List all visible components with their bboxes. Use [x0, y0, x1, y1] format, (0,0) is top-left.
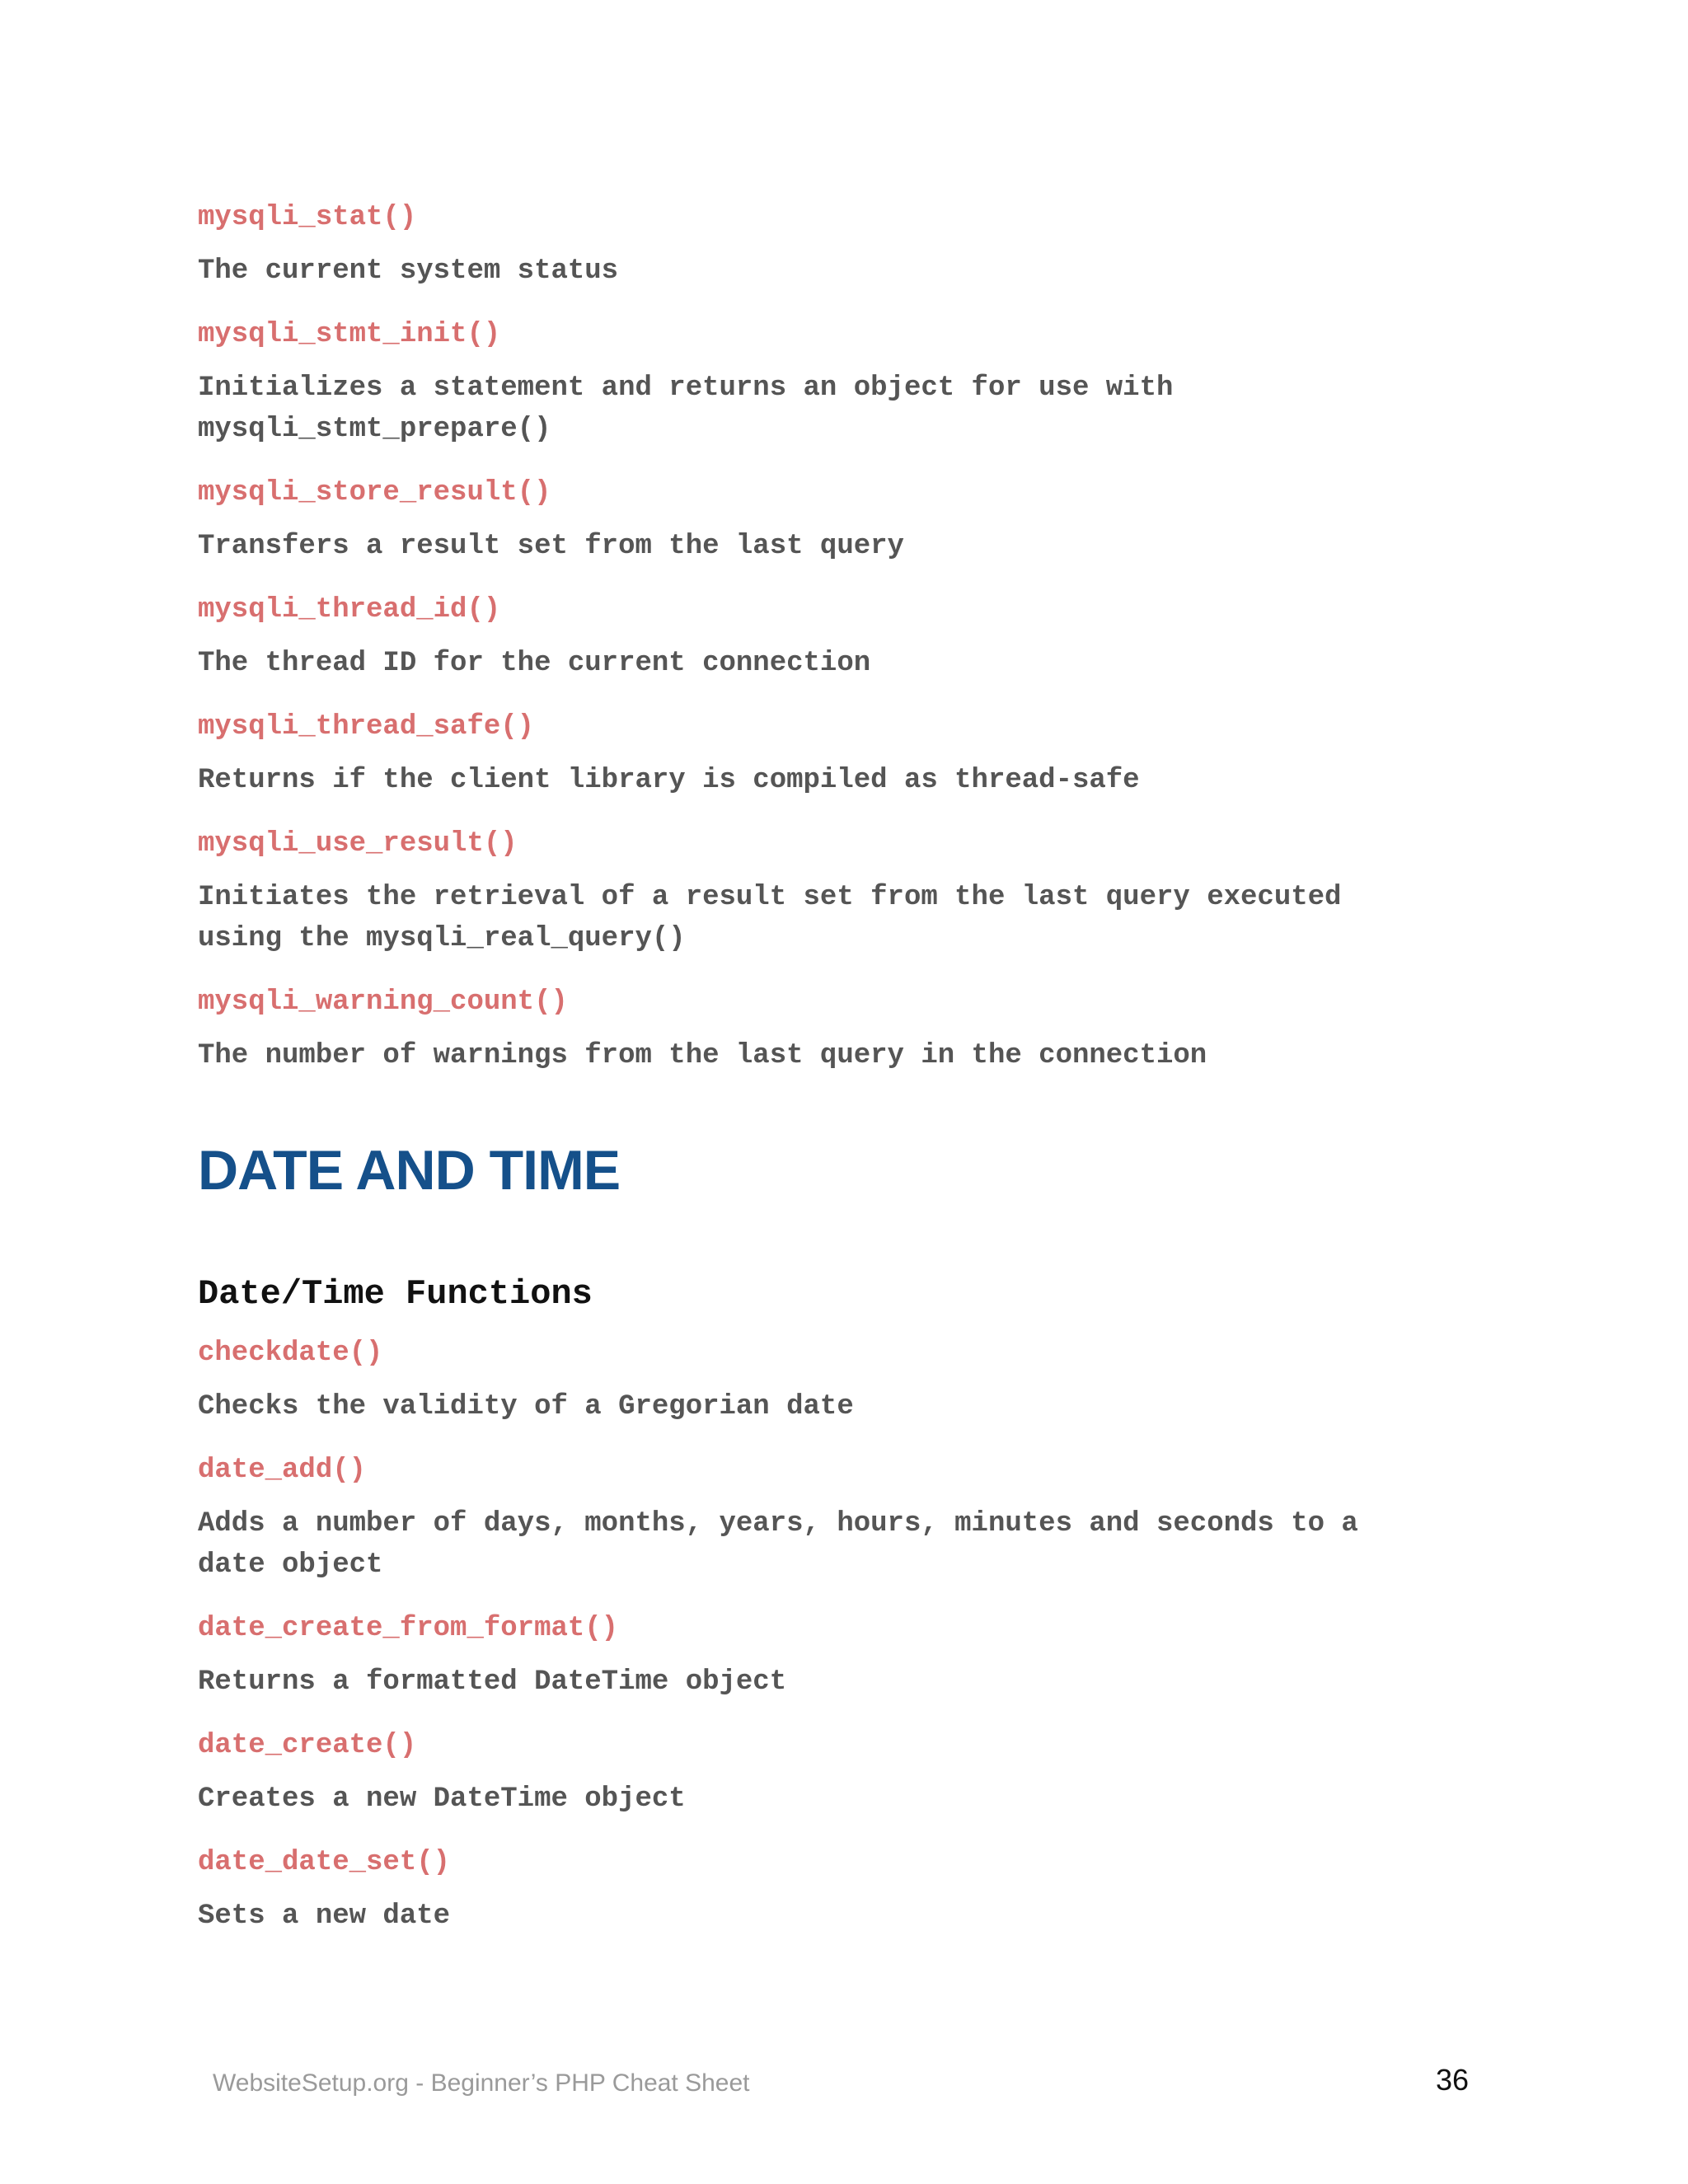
function-name: date_date_set() — [198, 1847, 451, 1878]
function-entry — [198, 826, 1550, 959]
mysqli-function-list — [198, 199, 1550, 1101]
function-description: Sets a new date — [198, 1900, 451, 1932]
function-name: checkdate() — [198, 1338, 383, 1369]
function-entry — [198, 1452, 1550, 1586]
function-description: Initiates the retrieval of a result set from the last query executed using the mysqli_real_query() — [198, 882, 1342, 954]
function-description: Checks the validity of a Gregorian date — [198, 1391, 854, 1422]
function-description: Transfers a result set from the last query — [198, 531, 904, 562]
function-description: The number of warnings from the last query in the connection — [198, 1040, 1207, 1071]
function-description: Returns a formatted DateTime object — [198, 1666, 787, 1698]
function-name: mysqli_use_result() — [198, 828, 518, 860]
footer-text: WebsiteSetup.org - Beginner’s PHP Cheat Sheet — [213, 2069, 750, 2097]
function-name: mysqli_stat() — [198, 202, 417, 233]
function-description: Adds a number of days, months, years, hours, minutes and seconds to a date object — [198, 1508, 1358, 1581]
function-entry — [198, 1727, 1550, 1820]
function-description: The thread ID for the current connection — [198, 648, 871, 679]
page-number: 36 — [1436, 2063, 1470, 2097]
function-entry — [198, 316, 1550, 450]
function-entry — [198, 592, 1550, 684]
function-name: date_add() — [198, 1455, 367, 1486]
function-name: date_create() — [198, 1730, 417, 1761]
function-name: mysqli_warning_count() — [198, 987, 568, 1018]
function-description: Returns if the client library is compiled as thread-safe — [198, 765, 1140, 796]
function-name: date_create_from_format() — [198, 1613, 619, 1644]
function-entry — [198, 1610, 1550, 1703]
function-description: Initializes a statement and returns an object for use with mysqli_stmt_prepare() — [198, 373, 1174, 445]
function-description: The current system status — [198, 255, 619, 287]
function-name: mysqli_store_result() — [198, 477, 551, 509]
function-entry — [198, 475, 1550, 567]
function-entry — [198, 1335, 1550, 1427]
section-title: DATE AND TIME — [198, 1139, 621, 1202]
subsection-title: Date/Time Functions — [198, 1274, 593, 1314]
function-entry — [198, 199, 1550, 292]
function-name: mysqli_stmt_init() — [198, 319, 501, 350]
datetime-function-list — [198, 1335, 1550, 1961]
function-entry — [198, 1844, 1550, 1937]
function-entry — [198, 709, 1550, 801]
function-name: mysqli_thread_safe() — [198, 711, 535, 743]
function-entry — [198, 984, 1550, 1076]
function-name: mysqli_thread_id() — [198, 594, 501, 626]
function-description: Creates a new DateTime object — [198, 1783, 686, 1815]
